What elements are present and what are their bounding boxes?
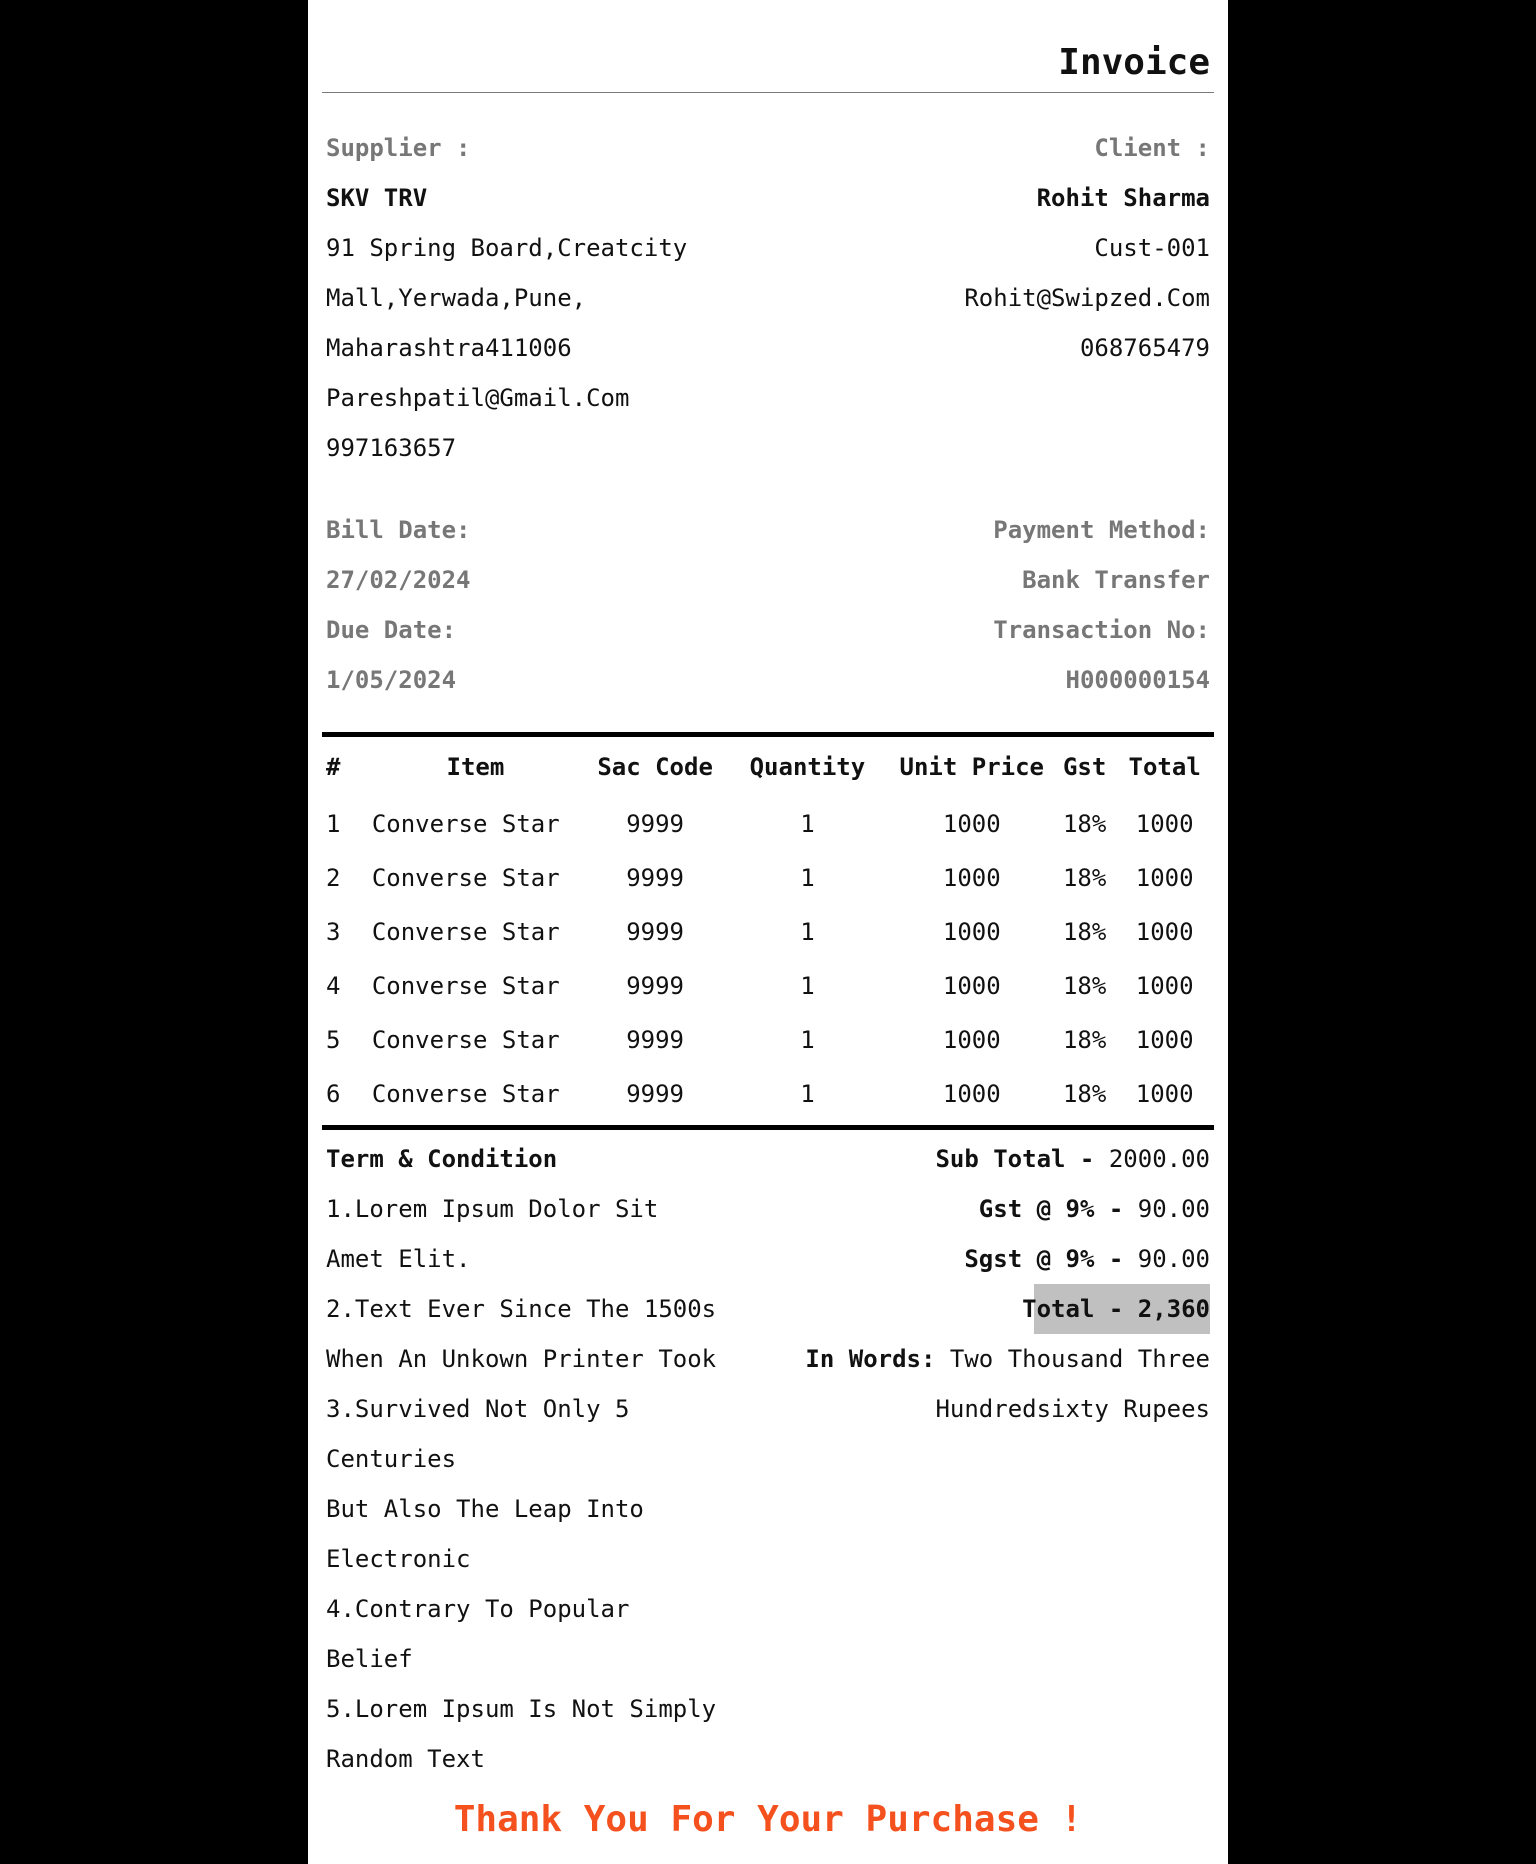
terms-line: Belief xyxy=(326,1645,413,1673)
dates-block xyxy=(326,505,471,705)
bill-date-value: 27/02/2024 xyxy=(326,566,471,594)
cell-total: 1000 xyxy=(1135,1026,1194,1054)
header-unit-price: Unit Price xyxy=(899,753,1045,781)
table-row xyxy=(322,851,1214,905)
thank-you-message: Thank You For Your Purchase ! xyxy=(453,1799,1083,1840)
cell-sac-code: 9999 xyxy=(626,810,684,838)
title-row xyxy=(322,0,1214,93)
cell-number: 2 xyxy=(326,864,341,892)
grand-total: Total - 2,360 xyxy=(1022,1295,1210,1323)
invoice-paper xyxy=(308,0,1228,1864)
table-row xyxy=(322,1067,1214,1128)
sgst-value: 90.00 xyxy=(1137,1245,1210,1273)
terms-line: Centuries xyxy=(326,1445,457,1473)
header-quantity: Quantity xyxy=(749,753,866,781)
cell-gst: 18% xyxy=(1062,1026,1107,1054)
table-row xyxy=(322,905,1214,959)
table-row xyxy=(322,959,1214,1013)
terms-block xyxy=(326,1134,716,1784)
cell-item: Converse Star xyxy=(371,1080,560,1108)
cell-unit-price: 1000 xyxy=(942,918,1001,946)
cell-number: 4 xyxy=(326,972,341,1000)
supplier-phone: 997163657 xyxy=(326,434,457,462)
subtotal-value: 2000.00 xyxy=(1108,1145,1210,1173)
cell-quantity: 1 xyxy=(800,1026,815,1054)
cell-total: 1000 xyxy=(1135,810,1194,838)
cell-quantity: 1 xyxy=(800,918,815,946)
cell-item: Converse Star xyxy=(371,864,560,892)
supplier-block xyxy=(326,123,687,473)
terms-line: 4.Contrary To Popular xyxy=(326,1595,630,1623)
cell-quantity: 1 xyxy=(800,810,815,838)
header-sac-code: Sac Code xyxy=(597,753,713,781)
items-table xyxy=(322,732,1214,1130)
subtotal-label: Sub Total - xyxy=(935,1145,1095,1173)
transaction-no-label: Transaction No: xyxy=(993,616,1210,644)
client-phone: 068765479 xyxy=(1079,334,1210,362)
terms-line: Electronic xyxy=(326,1545,471,1573)
cell-gst: 18% xyxy=(1062,810,1107,838)
cell-sac-code: 9999 xyxy=(626,972,684,1000)
cell-number: 5 xyxy=(326,1026,341,1054)
in-words-line2: Hundredsixty Rupees xyxy=(935,1395,1210,1423)
client-block xyxy=(964,123,1210,373)
terms-line: But Also The Leap Into xyxy=(326,1495,644,1523)
cell-quantity: 1 xyxy=(800,864,815,892)
cell-gst: 18% xyxy=(1062,972,1107,1000)
payment-method-value: Bank Transfer xyxy=(1022,566,1210,594)
cell-unit-price: 1000 xyxy=(942,1080,1001,1108)
payment-method-label: Payment Method: xyxy=(993,516,1210,544)
table-header-row xyxy=(322,735,1214,798)
header-number: # xyxy=(326,753,341,781)
cell-item: Converse Star xyxy=(371,1026,560,1054)
cell-unit-price: 1000 xyxy=(942,1026,1001,1054)
bill-date-label: Bill Date: xyxy=(326,516,471,544)
client-label: Client : xyxy=(1094,134,1210,162)
transaction-no-value: H000000154 xyxy=(1065,666,1210,694)
terms-line: Random Text xyxy=(326,1745,485,1773)
cell-total: 1000 xyxy=(1135,918,1194,946)
supplier-address-line1: 91 Spring Board,Creatcity xyxy=(326,234,688,262)
cell-quantity: 1 xyxy=(800,1080,815,1108)
cell-number: 1 xyxy=(326,810,341,838)
cell-quantity: 1 xyxy=(800,972,815,1000)
gst-value: 90.00 xyxy=(1137,1195,1210,1223)
invoice-title: Invoice xyxy=(1058,42,1210,83)
cell-total: 1000 xyxy=(1135,1080,1194,1108)
sgst-row xyxy=(805,1234,1210,1284)
cell-gst: 18% xyxy=(1062,918,1107,946)
due-date-label: Due Date: xyxy=(326,616,457,644)
cell-item: Converse Star xyxy=(371,972,560,1000)
header-gst: Gst xyxy=(1062,753,1107,781)
client-email: Rohit@Swipzed.Com xyxy=(964,284,1210,312)
supplier-label: Supplier : xyxy=(326,134,471,162)
supplier-name: SKV TRV xyxy=(326,184,428,212)
terms-line: Amet Elit. xyxy=(326,1245,471,1273)
cell-unit-price: 1000 xyxy=(942,864,1001,892)
supplier-email: Pareshpatil@Gmail.Com xyxy=(326,384,630,412)
client-name: Rohit Sharma xyxy=(1036,184,1210,212)
payment-block xyxy=(993,505,1210,705)
sgst-label: Sgst @ 9% - xyxy=(964,1245,1124,1273)
table-row xyxy=(322,797,1214,851)
terms-line: 5.Lorem Ipsum Is Not Simply xyxy=(326,1695,717,1723)
terms-line: When An Unkown Printer Took xyxy=(326,1345,717,1373)
in-words-row xyxy=(805,1334,1210,1384)
cell-item: Converse Star xyxy=(371,918,560,946)
supplier-address-line2: Mall,Yerwada,Pune, xyxy=(326,284,587,312)
supplier-address-line3: Maharashtra411006 xyxy=(326,334,572,362)
subtotal-row xyxy=(805,1134,1210,1184)
cell-item: Converse Star xyxy=(371,810,560,838)
invoice-header xyxy=(322,0,1214,93)
cell-sac-code: 9999 xyxy=(626,1080,684,1108)
cell-unit-price: 1000 xyxy=(942,972,1001,1000)
cell-number: 6 xyxy=(326,1080,341,1108)
cell-number: 3 xyxy=(326,918,341,946)
cell-gst: 18% xyxy=(1062,864,1107,892)
cell-unit-price: 1000 xyxy=(942,810,1001,838)
cell-gst: 18% xyxy=(1062,1080,1107,1108)
totals-block xyxy=(805,1134,1210,1434)
terms-line: 3.Survived Not Only 5 xyxy=(326,1395,630,1423)
client-id: Cust-001 xyxy=(1094,234,1210,262)
gst-row xyxy=(805,1184,1210,1234)
due-date-value: 1/05/2024 xyxy=(326,666,457,694)
cell-sac-code: 9999 xyxy=(626,864,684,892)
gst-label: Gst @ 9% - xyxy=(978,1195,1124,1223)
terms-heading: Term & Condition xyxy=(326,1145,558,1173)
header-total: Total xyxy=(1128,753,1201,781)
cell-total: 1000 xyxy=(1135,972,1194,1000)
in-words-label: In Words: xyxy=(805,1345,936,1373)
cell-sac-code: 9999 xyxy=(626,918,684,946)
terms-line: 1.Lorem Ipsum Dolor Sit xyxy=(326,1195,659,1223)
in-words-line1: Two Thousand Three xyxy=(949,1345,1210,1373)
terms-line: 2.Text Ever Since The 1500s xyxy=(326,1295,717,1323)
cell-total: 1000 xyxy=(1135,864,1194,892)
header-item: Item xyxy=(446,753,505,781)
table-row xyxy=(322,1013,1214,1067)
cell-sac-code: 9999 xyxy=(626,1026,684,1054)
